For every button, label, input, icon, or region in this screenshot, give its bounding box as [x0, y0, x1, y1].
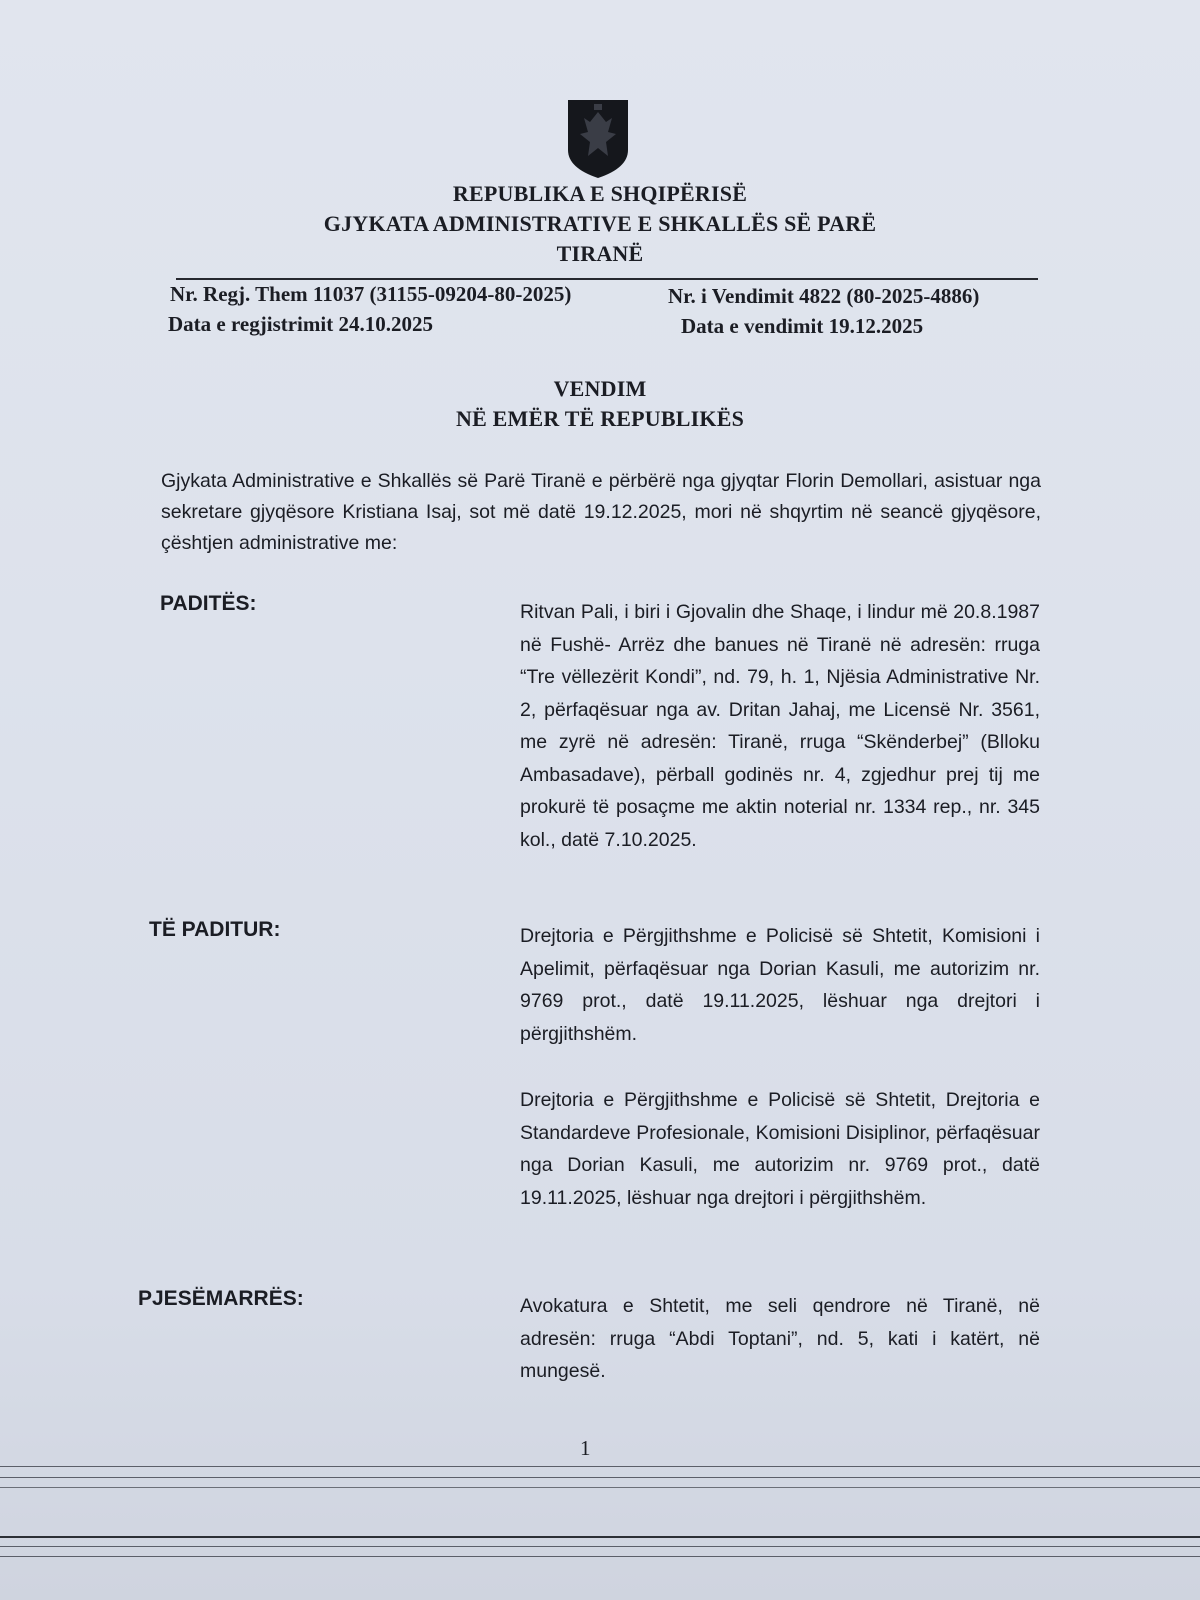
document-subtitle: NË EMËR TË REPUBLIKËS	[455, 406, 745, 431]
registration-date: Data e regjistrimit 24.10.2025	[168, 312, 433, 336]
participant-label: PJESËMARRËS:	[138, 1287, 304, 1310]
albanian-coat-of-arms-icon	[566, 98, 630, 180]
page-edge-line	[0, 1466, 1200, 1467]
participant-details: Avokatura e Shtetit, me seli qendrore në Tiranë, në adresën: rruga “Abdi Toptani”, nd. 5, kati i katërt, në mungesë.	[520, 1295, 1040, 1382]
header-divider	[176, 278, 1038, 280]
defendant-details-2: Drejtoria e Përgjithshme e Policisë së Shtetit, Drejtoria e Standardeve Profesionale, Komisioni Disiplinor, përfaqësuar nga Dorian Kasuli, me autorizim nr. 9769 prot., datë 19.11.2025, lëshuar nga drejtori i përgjithshëm.	[520, 1089, 1040, 1209]
defendant-label: TË PADITUR:	[149, 918, 281, 941]
decision-number: Nr. i Vendimit 4822 (80-2025-4886)	[668, 284, 980, 308]
page-edge-line	[0, 1477, 1200, 1478]
court-heading: GJYKATA ADMINISTRATIVE E SHKALLËS SË PARË	[323, 211, 877, 236]
intro-paragraph: Gjykata Administrative e Shkallës së Parë Tiranë e përbërë nga gjyqtar Florin Demollari, asistuar nga sekretare gjyqësore Kristiana Isaj, sot më datë 19.12.2025, mori në shqyrtim në seancë gjyqësore, çështjen administrative me:	[161, 470, 1041, 554]
page-edge-line	[0, 1556, 1200, 1557]
page-edge-line	[0, 1536, 1200, 1538]
page-edge-line	[0, 1487, 1200, 1488]
decision-date: Data e vendimit 19.12.2025	[681, 314, 924, 338]
republic-heading: REPUBLIKA E SHQIPËRISË	[452, 181, 748, 206]
plaintiff-details: Ritvan Pali, i biri i Gjovalin dhe Shaqe, i lindur më 20.8.1987 në Fushë- Arrëz dhe banues në Tiranë në adresën: rruga “Tre vëllezërit Kondi”, nd. 79, h. 1, Njësia Administrative Nr. 2, përfaqësuar nga av. Dritan Jahaj, me Licensë Nr. 3561, me zyrë në adresën: Tiranë, rruga “Skënderbej” (Blloku Ambasadave), përball godinës nr. 4, zgjedhur prej tij me prokurë të posaçme me aktin noterial nr. 1334 rep., nr. 345 kol., datë 7.10.2025.	[520, 601, 1040, 851]
plaintiff-label: PADITËS:	[160, 592, 257, 615]
page-number: 1	[580, 1436, 591, 1460]
document-title: VENDIM	[553, 376, 647, 401]
registration-number: Nr. Regj. Them 11037 (31155-09204-80-2025)	[170, 282, 572, 306]
defendant-details-1: Drejtoria e Përgjithshme e Policisë së Shtetit, Komisioni i Apelimit, përfaqësuar nga Dorian Kasuli, me autorizim nr. 9769 prot., datë 19.11.2025, lëshuar nga drejtori i përgjithshëm.	[520, 925, 1040, 1045]
page-edge-line	[0, 1546, 1200, 1547]
city-heading: TIRANË	[556, 241, 644, 266]
